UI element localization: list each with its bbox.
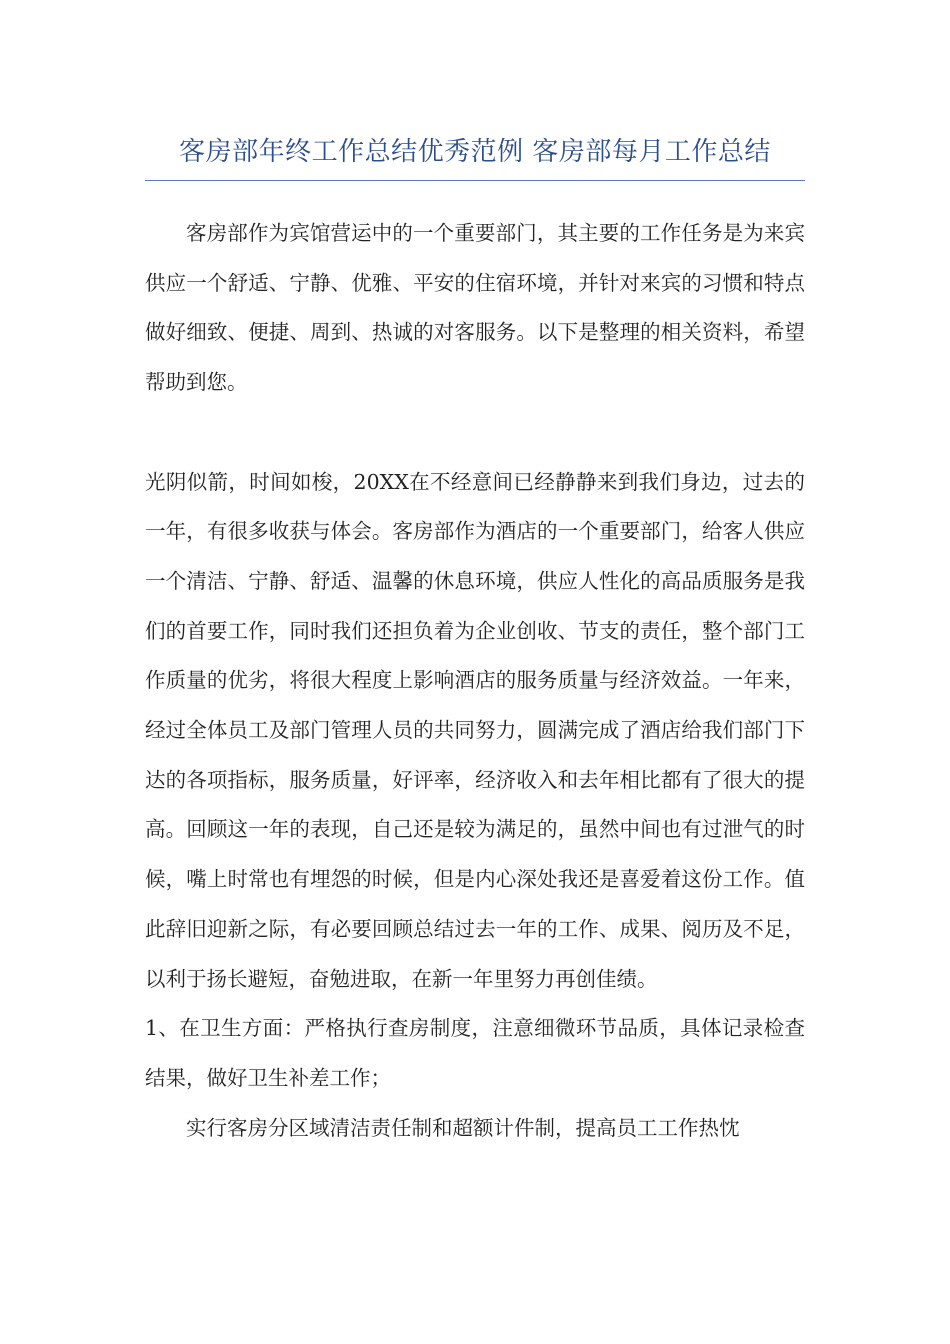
summary-paragraph: 光阴似箭，时间如梭，20XX在不经意间已经静静来到我们身边，过去的一年，有很多收获与体会。客房部作为酒店的一个重要部门，给客人供应一个清洁、宁静、舒适、温馨的休息环境，供应人性化的高品质服务是我们的首要工作，同时我们还担负着为企业创收、节支的责任，整个部门工作质量的优劣，将很大程度上影响酒店的服务质量与经济效益。一年来，经过全体员工及部门管理人员的共同努力，圆满完成了酒店给我们部门下达的各项指标，服务质量，好评率，经济收入和去年相比都有了很大的提高。回顾这一年的表现，自己还是较为满足的，虽然中间也有过泄气的时候，嘴上时常也有埋怨的时候，但是内心深处我还是喜爱着这份工作。值此辞旧迎新之际，有必要回顾总结过去一年的工作、成果、阅历及不足，以利于扬长避短，奋勉进取，在新一年里努力再创佳绩。 <box>145 469 805 991</box>
document-body <box>145 209 805 1153</box>
paragraph-spacer <box>145 408 805 458</box>
title-underline <box>145 180 805 181</box>
hygiene-item: 1、在卫生方面：严格执行查房制度，注意细微环节品质，具体记录检查结果，做好卫生补差工作； <box>145 1016 805 1090</box>
zoning-paragraph: 实行客房分区域清洁责任制和超额计件制，提高员工工作热忱 <box>186 1115 740 1140</box>
intro-paragraph: 客房部作为宾馆营运中的一个重要部门，其主要的工作任务是为来宾供应一个舒适、宁静、优雅、平安的住宿环境，并针对来宾的习惯和特点做好细致、便捷、周到、热诚的对客服务。以下是整理的相关资料，希望帮助到您。 <box>145 221 805 395</box>
document-title: 客房部年终工作总结优秀范例 客房部每月工作总结 <box>179 137 771 167</box>
